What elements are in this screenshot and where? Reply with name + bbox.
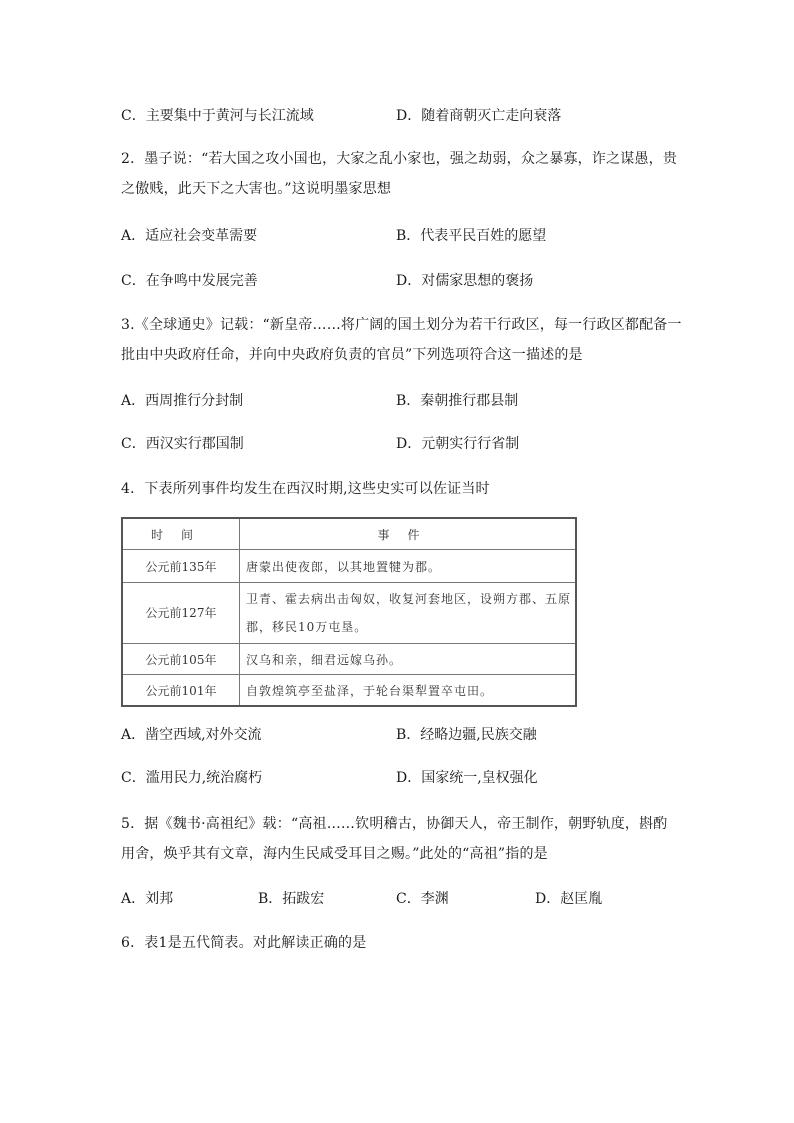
q4-option-b: B．经略边疆,民族交融: [396, 727, 537, 743]
q4-option-a: A．凿空西域,对外交流: [121, 727, 262, 743]
events-table: [121, 517, 577, 707]
q5-option-b: B．拓跋宏: [258, 891, 325, 907]
table-row: [122, 644, 576, 675]
table-row: [122, 550, 576, 583]
q4-option-d: D．国家统一,皇权强化: [396, 770, 538, 786]
q2-stem-line2: 之傲贱，此天下之大害也。”这说明墨家思想: [121, 181, 392, 197]
q3-option-a: A．西周推行分封制: [121, 393, 244, 409]
table-cell-event-line1: 卫青、霍去病出击匈奴，收复河套地区，设朔方郡、五原: [246, 592, 572, 606]
q3-stem-line1: 3.《全球通史》记载：“新皇帝……将广阔的国土划分为若干行政区，每一行政区都配备一: [121, 317, 682, 333]
table-cell-event: 唐蒙出使夜郎，以其地置犍为郡。: [240, 550, 577, 583]
q2-option-c: C．在争鸣中发展完善: [121, 273, 258, 289]
table-cell-event: [240, 583, 577, 644]
table-header-time: 时间: [122, 518, 240, 550]
q5-option-a: A．刘邦: [121, 891, 174, 907]
q2-stem-line1: 2．墨子说：“若大国之攻小国也，大家之乱小家也，强之劫弱，众之暴寡，诈之谋愚，贵: [121, 151, 678, 167]
q1-option-c: C．主要集中于黄河与长江流域: [121, 108, 314, 124]
q3-stem-line2: 批由中央政府任命，并向中央政府负责的官员”下列选项符合这一描述的是: [121, 347, 583, 363]
q1-option-d: D．随着商朝灭亡走向衰落: [396, 108, 562, 124]
table-header-event: 事件: [240, 518, 577, 550]
table-cell-event: 自敦煌筑亭至盐泽，于轮台渠犁置卒屯田。: [240, 675, 577, 707]
table-row: [122, 583, 576, 644]
table-cell-time: 公元前101年: [122, 675, 240, 707]
q5-option-d: D．赵匡胤: [535, 891, 603, 907]
q2-option-b: B．代表平民百姓的愿望: [396, 228, 547, 244]
q2-option-d: D．对儒家思想的褒扬: [396, 273, 534, 289]
q5-stem-line2: 用舍，焕乎其有文章，海内生民咸受耳目之赐。”此处的“高祖”指的是: [121, 846, 548, 862]
table-row: [122, 675, 576, 707]
q3-option-b: B．秦朝推行郡县制: [396, 393, 519, 409]
q6-stem: 6．表1是五代简表。对此解读正确的是: [121, 935, 367, 951]
q2-option-a: A．适应社会变革需要: [121, 228, 258, 244]
table-cell-event: 汉乌和亲，细君远嫁乌孙。: [240, 644, 577, 675]
q4-stem: 4．下表所列事件均发生在西汉时期,这些史实可以佐证当时: [121, 481, 490, 497]
q5-option-c: C．李渊: [396, 891, 449, 907]
q4-option-c: C．滥用民力,统治腐朽: [121, 770, 263, 786]
table-cell-event-line2: 郡，移民10万屯垦。: [246, 620, 368, 634]
q3-option-c: C．西汉实行郡国制: [121, 436, 244, 452]
q5-stem-line1: 5．据《魏书·高祖纪》载：“高祖……钦明稽古，协御天人，帝王制作，朝野轨度，斟酌: [121, 816, 668, 832]
table-cell-time: 公元前105年: [122, 644, 240, 675]
q3-option-d: D．元朝实行行省制: [396, 436, 520, 452]
table-cell-time: 公元前127年: [122, 583, 240, 644]
table-cell-time: 公元前135年: [122, 550, 240, 583]
